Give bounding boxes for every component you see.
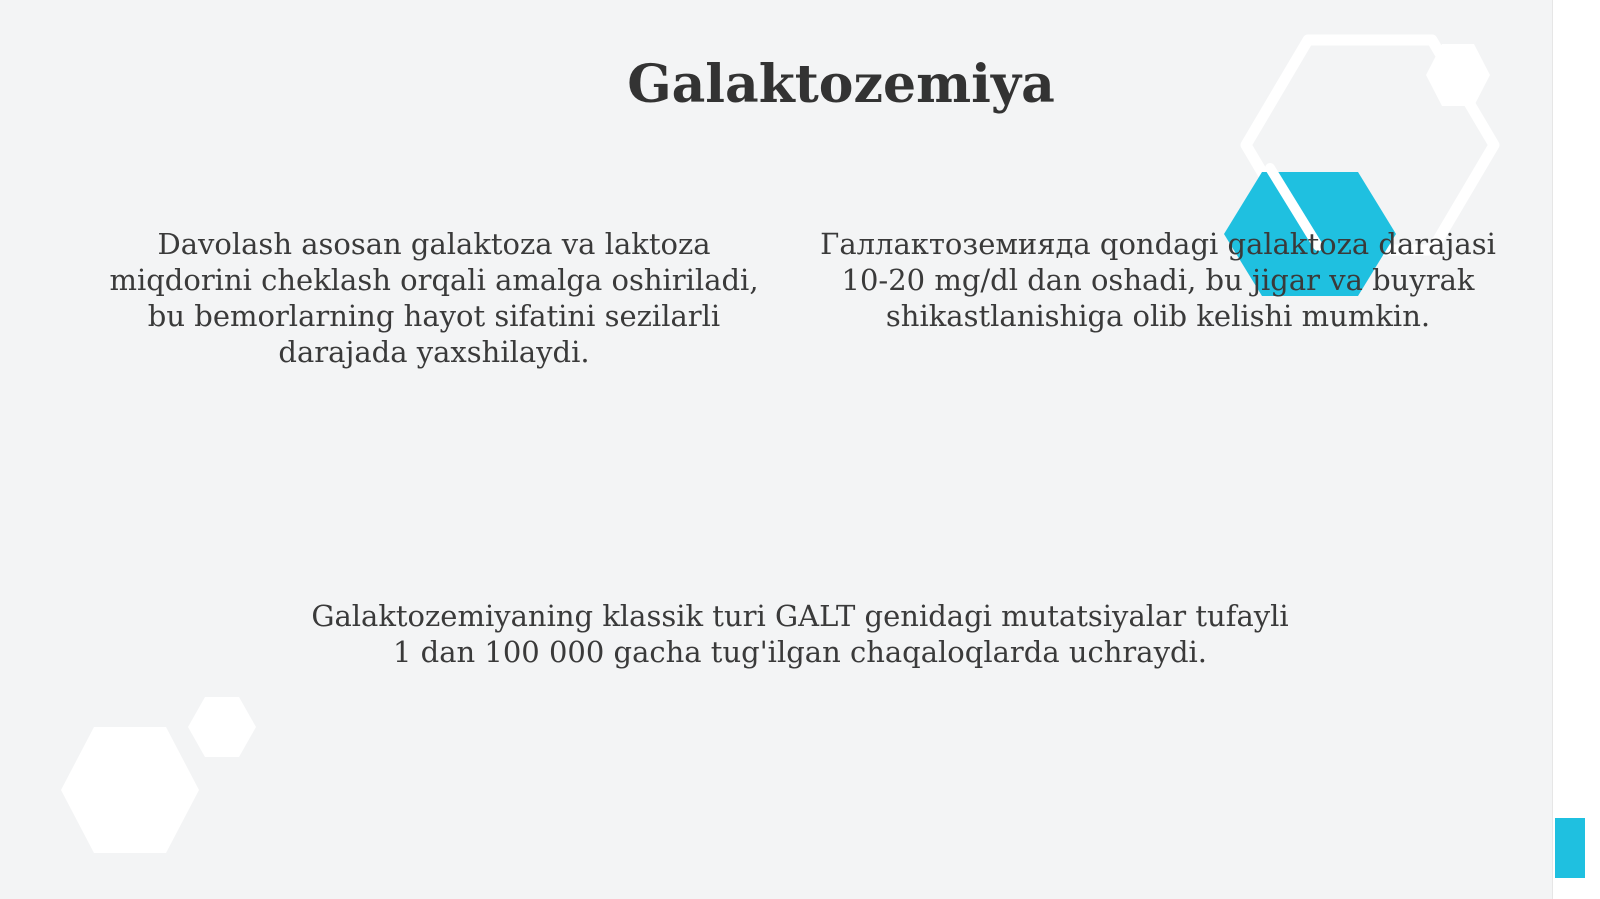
hexagon-large-decoration — [61, 727, 199, 853]
hexagon-small-decoration — [188, 697, 256, 757]
text-block-classic-type: Galaktozemiyaning klassik turi GALT genidagi mutatsiyalar tufayli 1 dan 100 000 gacha tug'ilgan chaqaloqlarda uchraydi. — [311, 599, 1289, 669]
text-block-galactose-level: Галлактоземияда qondagi galaktoza darajasi 10-20 mg/dl dan oshadi, bu jigar va buyrak shikastlanishiga olib kelishi mumkin. — [820, 227, 1496, 333]
scrollbar-thumb[interactable] — [1555, 818, 1585, 878]
scrollbar-track[interactable] — [1552, 0, 1600, 899]
slide-title: Galaktozemiya — [627, 54, 1055, 115]
text-block-treatment: Davolash asosan galaktoza va laktoza miqdorini cheklash orqali amalga oshiriladi, bu bemorlarning hayot sifatini sezilarli darajada yaxshilaydi. — [109, 227, 759, 369]
